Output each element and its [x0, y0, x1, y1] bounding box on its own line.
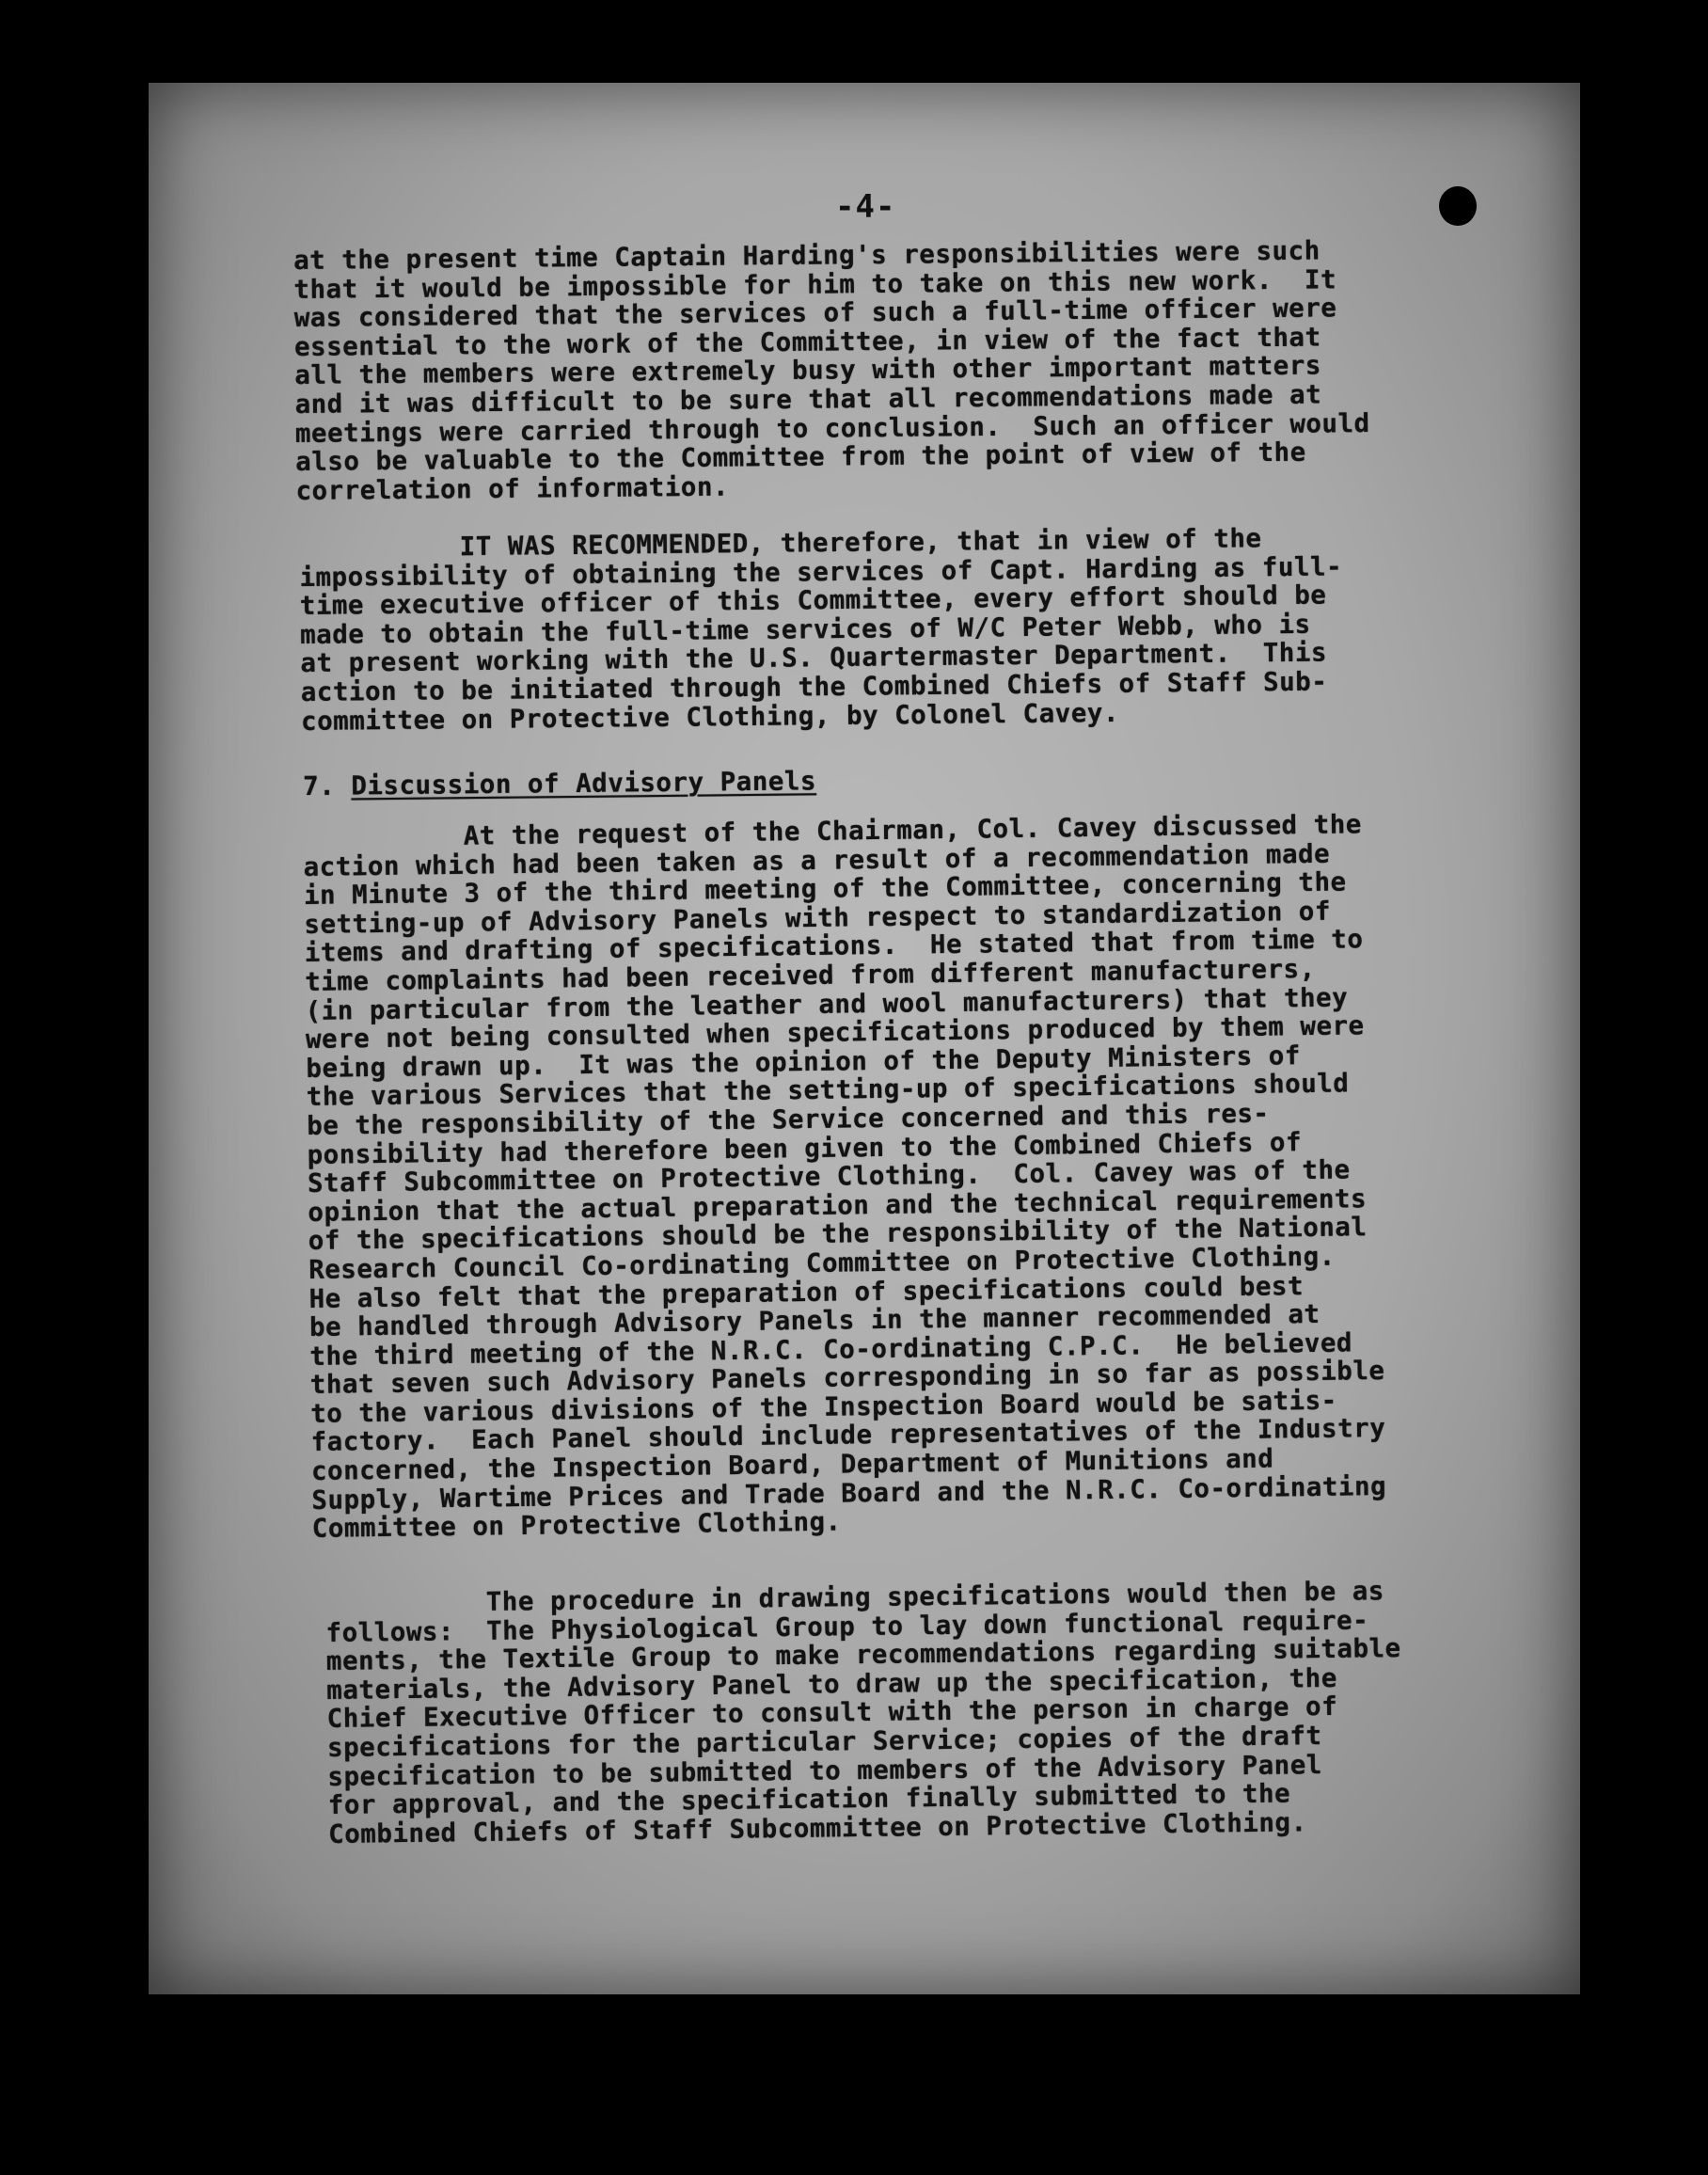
paragraph-procedure: The procedure in drawing specifications would then be as follows: The Physiological Group to lay down functional require- ments, the Textile Group to make recommendations regarding suitable materials, the Advisory Panel to draw up the specification, the Chief Executive Officer to consult with the person in charge of specifications for the particular Service; copies of the draft specification to be submitted to members of the Advisory Panel for approval, and the specification finally submitted to the Combined Chiefs of Staff Subcommittee on Protective Clothing. [324, 1576, 1401, 1850]
punch-hole [1439, 186, 1477, 226]
paragraph-captain-harding: at the present time Captain Harding's responsibilities were such that it would be impossible for him to take on this new work. It was considered that the services of such a full-time officer were essential to the work of the Committee, in view of the fact that all the members were extremely busy with other important matters and it was difficult to be sure that all recommendations made at meetings were carried through to conclusion. Such an officer would also be valuable to the Committee from the point of view of the correlation of information. [293, 235, 1370, 506]
section-title: Discussion of Advisory Panels [351, 766, 817, 802]
section-number: 7. [303, 770, 336, 802]
paragraph-recommendation: IT WAS RECOMMENDED, therefore, that in view of the impossibility of obtaining the services of Capt. Harding as full- time executive officer of this Committee, every effort should be made to obtain the full-time services of W/C Peter Webb, who is at present working with the U.S. Quartermaster Department. This action to be initiated through the Combined Chiefs of Staff Sub- committee on Protective Clothing, by Colonel Cavey. [298, 523, 1343, 737]
section-heading [303, 766, 816, 802]
page-number: -4- [835, 188, 896, 226]
paragraph-advisory-panels: At the request of the Chairman, Col. Cavey discussed the action which had been taken as a result of a recommendation made in Minute 3 of the third meeting of the Committee, concerning the setting-up of Advisory Panels with respect to standardization of items and drafting of specifications. He stated that from time to time complaints had been received from different manufacturers, (in particular from the leather and wool manufacturers) that they were not being consulted when specifications produced by them were being drawn up. It was the opinion of the Deputy Ministers of the various Services that the setting-up of specifications should be the responsibility of the Service concerned and this res- ponsibility had therefore been given to the Combined Chiefs of Staff Subcommittee on Protective Clothing. Col. Cavey was of the opinion that the actual preparation and the technical requirements of the specifications should be the responsibility of the National Research Council Co-ordinating Committee on Protective Clothing. He also felt that the preparation of specifications could best be handled through Advisory Panels in the manner recommended at the third meeting of the N.R.C. Co-ordinating C.P.C. He believed that seven such Advisory Panels corresponding in so far as possible to the various divisions of the Inspection Board would be satis- factory. Each Panel should include representatives of the Industry concerned, the Inspection Board, Department of Munitions and Supply, Wartime Prices and Trade Board and the N.R.C. Co-ordinating Committee on Protective Clothing. [302, 809, 1387, 1545]
